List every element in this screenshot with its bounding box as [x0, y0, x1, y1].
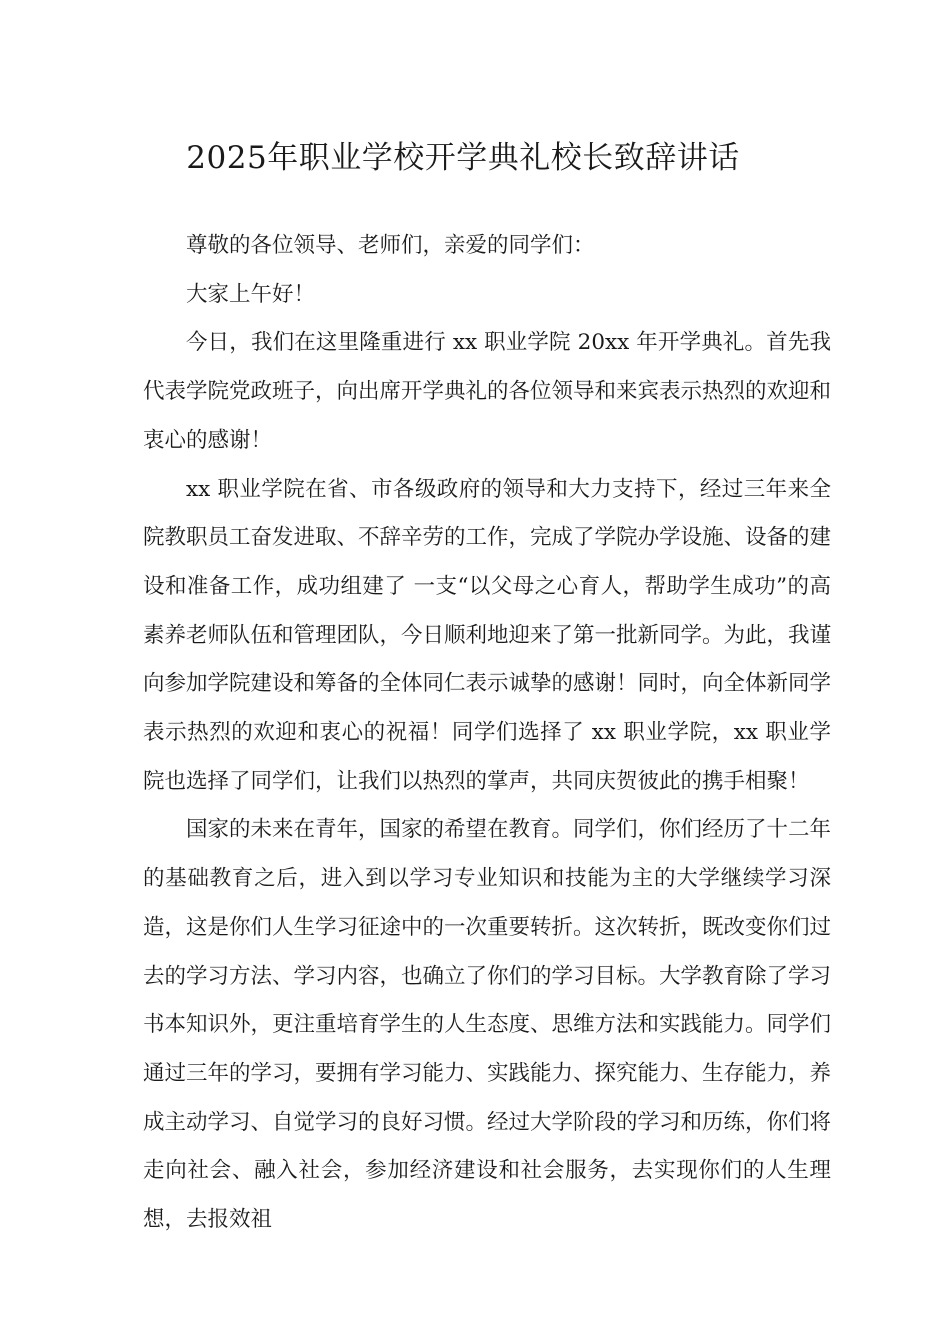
body-paragraph: xx 职业学院在省、市各级政府的领导和大力支持下，经过三年来全院教职员工奋发进取、不辞辛劳的工作，完成了学院办学设施、设备的建设和准备工作，成功组建了 一支“以父母之心育人，帮助学生成功”的高素养老师队伍和管理团队，今日顺利地迎来了第一批新同学。为此，我谨向参加学院建设和筹备的全体同仁表示诚挚的感谢！同时，向全体新同学表示热烈的欢迎和衷心的祝福！同学们选择了 xx 职业学院，xx 职业学院也选择了同学们，让我们以热烈的掌声，共同庆贺彼此的携手相聚！ [143, 476, 832, 794]
body-paragraph: 今日，我们在这里隆重进行 xx 职业学院 20xx 年开学典礼。首先我代表学院党政班子，向出席开学典礼的各位领导和来宾表示热烈的欢迎和衷心的感谢！ [143, 330, 832, 453]
greeting-paragraph: 尊敬的各位领导、老师们，亲爱的同学们： [186, 233, 595, 258]
salutation-paragraph: 大家上午好！ [186, 281, 316, 307]
document-title: 2025年职业学校开学典礼校长致辞讲话 [186, 140, 740, 176]
document-body [143, 222, 831, 1245]
body-paragraph: 国家的未来在青年，国家的希望在教育。同学们，你们经历了十二年的基础教育之后，进入到以学习专业知识和技能为主的大学继续学习深造，这是你们人生学习征途中的一次重要转折。这次转折，既改变你们过去的学习方法、学习内容，也确立了你们的学习目标。大学教育除了学习书本知识外，更注重培育学生的人生态度、思维方法和实践能力。同学们通过三年的学习，要拥有学习能力、实践能力、探究能力、生存能力，养成主动学习、自觉学习的良好习惯。经过大学阶段的学习和历练，你们将走向社会、融入社会，参加经济建设和社会服务，去实现你们的人生理想，去报效祖 [143, 817, 832, 1233]
